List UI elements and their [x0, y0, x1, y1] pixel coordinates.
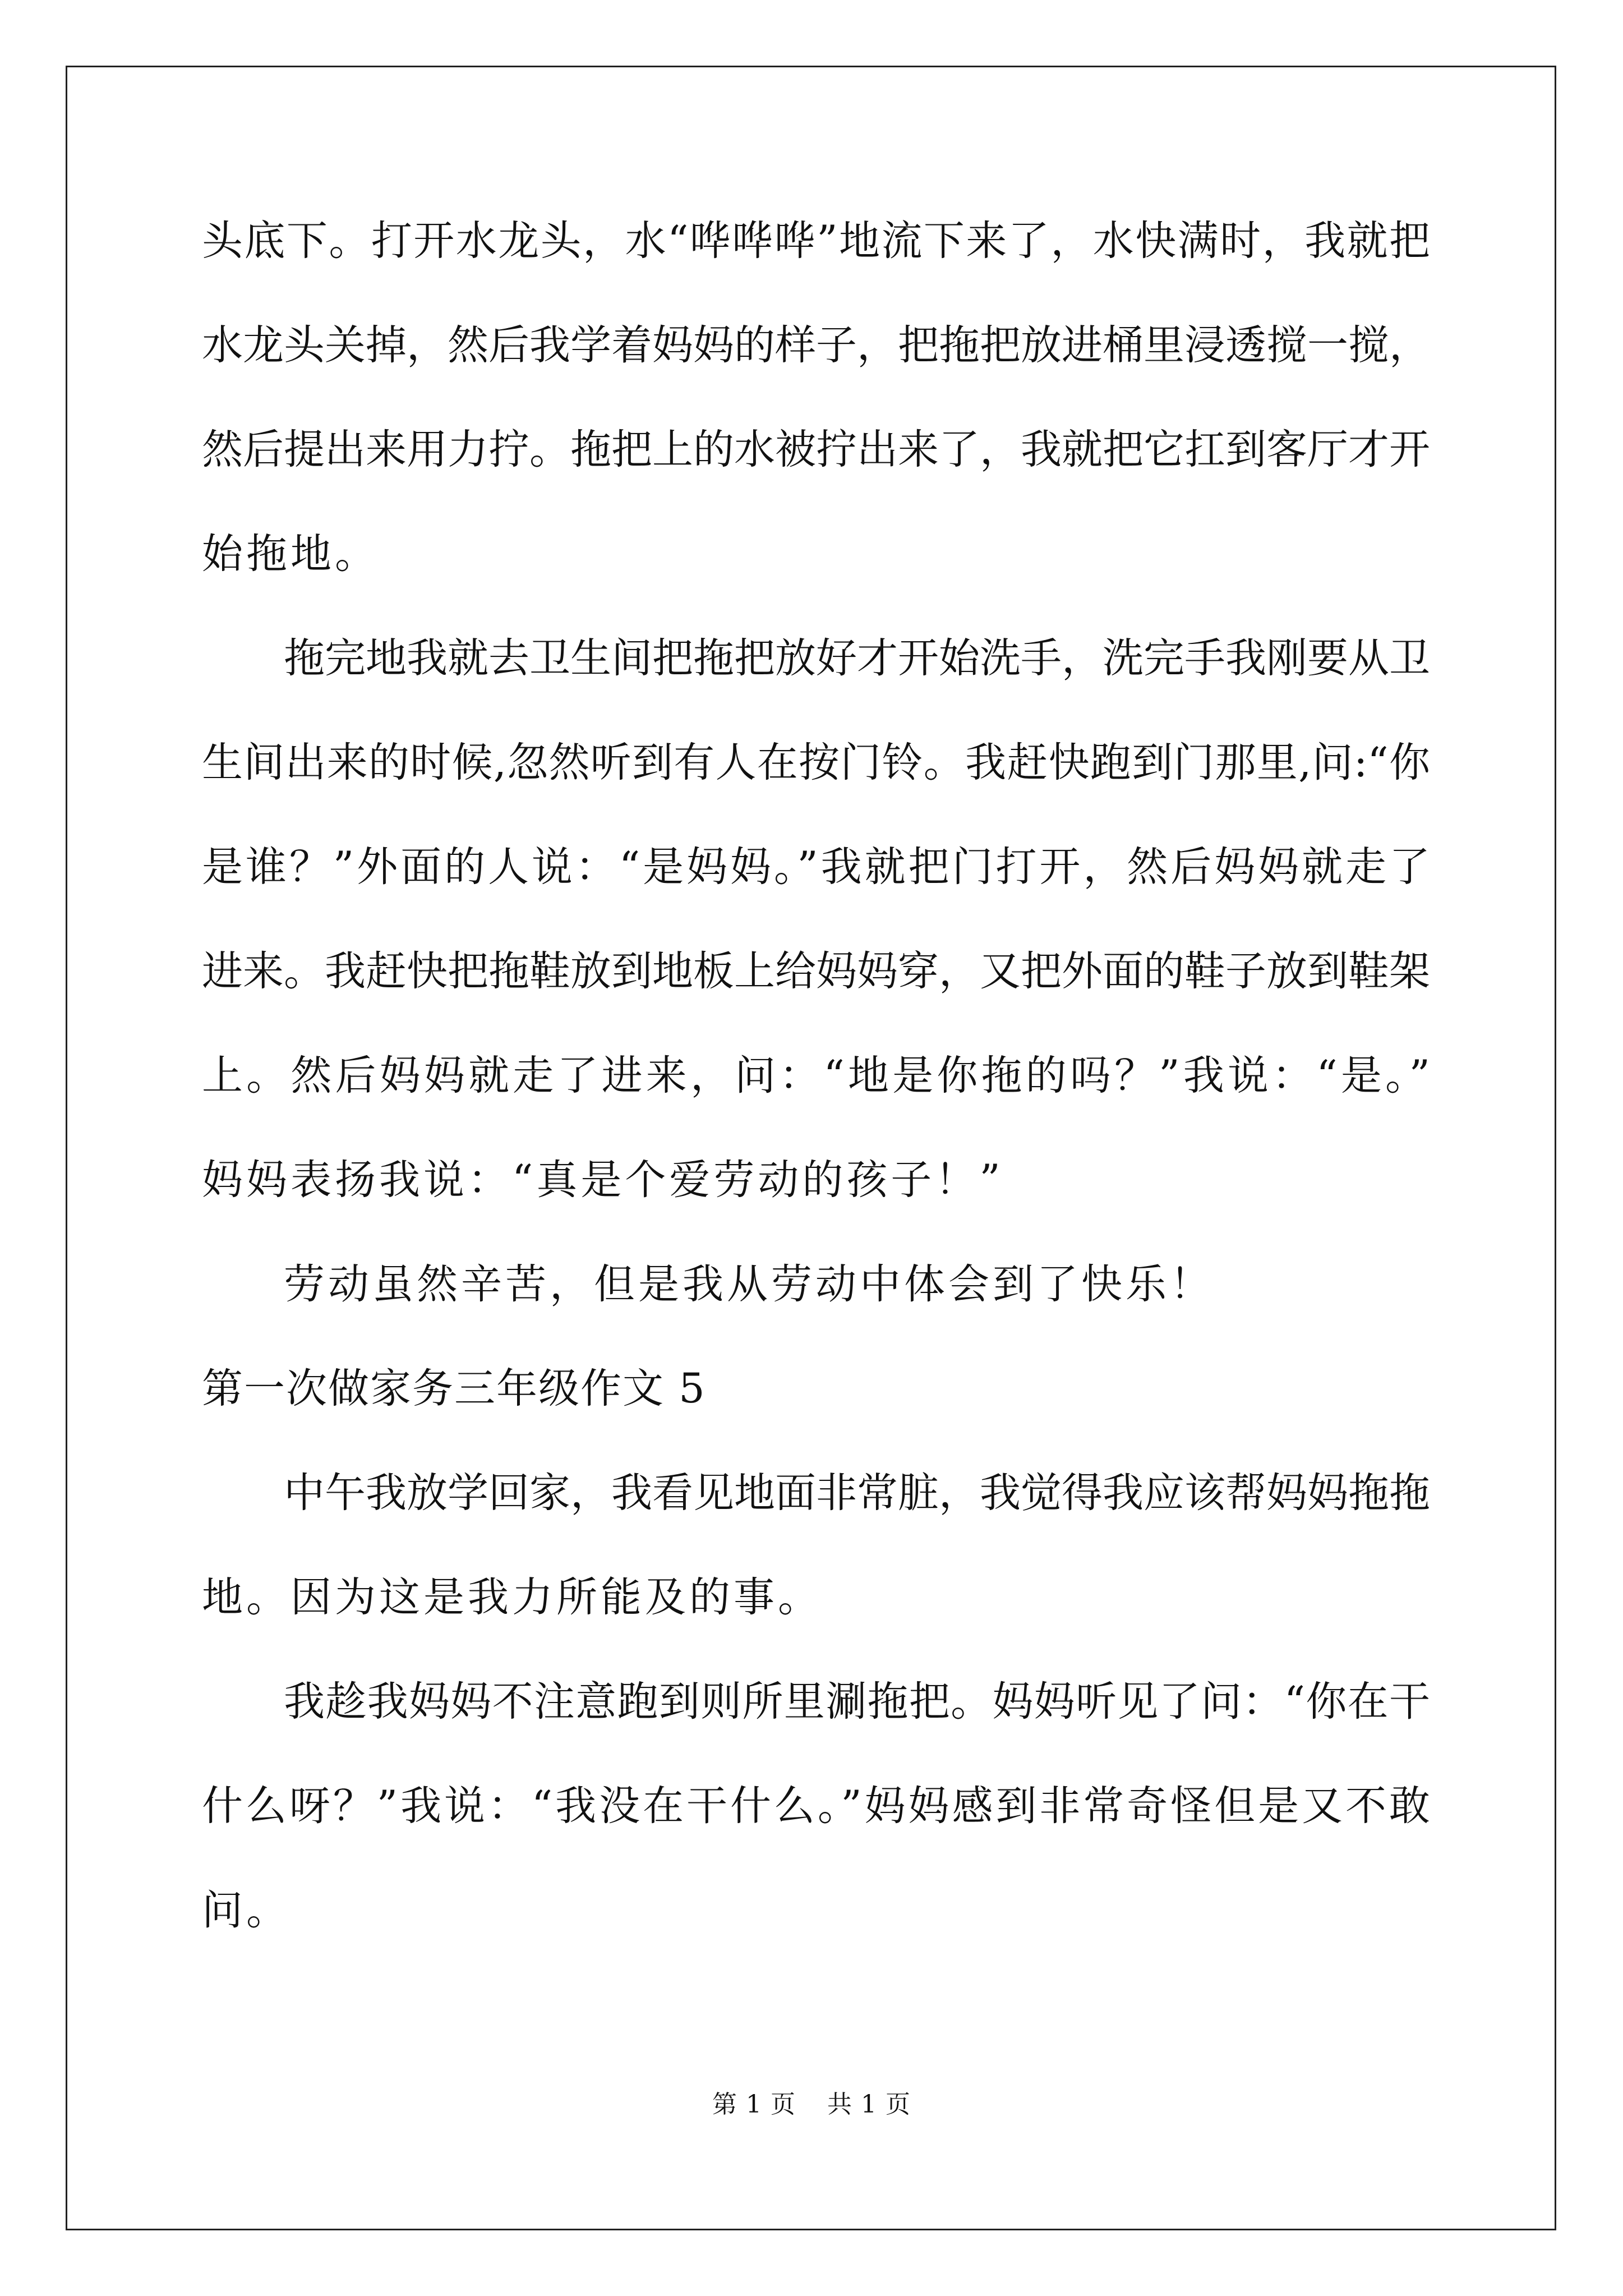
- paragraph-first-line: 拖完地我就去卫生间把拖把放好才开始洗手，洗完手我刚要从卫: [284, 634, 1430, 682]
- text-line: 头底下。打开水龙头，水“哗哗哗”地流下来了，水快满时，我就把: [202, 217, 1430, 265]
- paragraph-first-line: 我趁我妈妈不注意跑到则所里涮拖把。妈妈听见了问：“你在干: [284, 1678, 1430, 1726]
- text-line: 然后提出来用力拧。拖把上的水被拧出来了，我就把它扛到客厅才开: [202, 426, 1430, 473]
- page-number-current: 第 1 页: [712, 2090, 796, 2119]
- text-line: 生间出来的时候,忽然听到有人在按门铃。我赶快跑到门那里,问:“你: [202, 739, 1430, 786]
- text-line: 什么呀？”我说：“我没在干什么。”妈妈感到非常奇怪但是又不敢: [202, 1782, 1430, 1830]
- text-line: 地。因为这是我力所能及的事。: [202, 1573, 822, 1621]
- page-number-total: 共 1 页: [827, 2090, 911, 2119]
- section-heading: 第一次做家务三年级作文 5: [202, 1365, 706, 1412]
- text-line: 是谁？”外面的人说：“是妈妈。”我就把门打开，然后妈妈就走了: [202, 843, 1430, 891]
- text-line: 进来。我赶快把拖鞋放到地板上给妈妈穿，又把外面的鞋子放到鞋架: [202, 947, 1430, 995]
- text-line: 上。然后妈妈就走了进来，问：“地是你拖的吗？”我说：“是。”: [202, 1052, 1430, 1099]
- paragraph-first-line: 中午我放学回家，我看见地面非常脏，我觉得我应该帮妈妈拖拖: [284, 1469, 1430, 1517]
- text-line: 始拖地。: [202, 530, 379, 578]
- page-footer: [0, 2088, 1623, 2122]
- text-line: 水龙头关掉，然后我学着妈妈的样子，把拖把放进桶里浸透搅一搅，: [202, 321, 1430, 369]
- paragraph-first-line: 劳动虽然辛苦，但是我从劳动中体会到了快乐！: [284, 1260, 1214, 1308]
- text-line: 问。: [202, 1887, 291, 1934]
- text-line: 妈妈表扬我说：“真是个爱劳动的孩子！”: [202, 1156, 1004, 1204]
